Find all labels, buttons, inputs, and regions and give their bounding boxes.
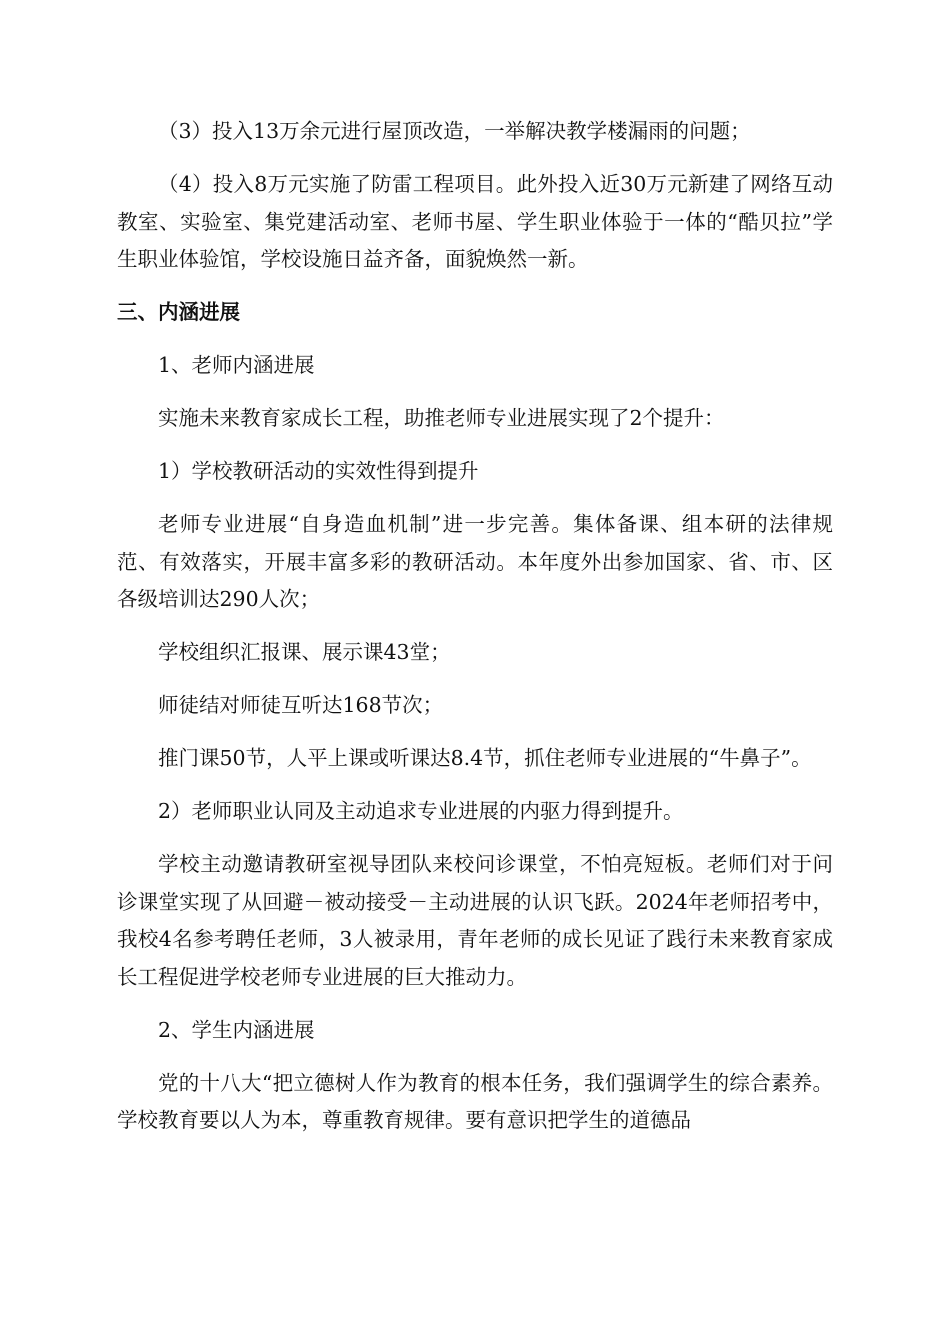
paragraph-open-door-lessons: 推门课50节，人平上课或听课达8.4节，抓住老师专业进展的“牛鼻子”。 [158,746,812,770]
subheading-research-effectiveness: 1）学校教研活动的实效性得到提升 [158,459,479,483]
paragraph-self-improvement-mechanism: 老师专业进展“自身造血机制”进一步完善。集体备课、组本研的法律规范、有效落实，开展丰富多彩的教研活动。本年度外出参加国家、省、市、区各级培训达290人次； [117,512,833,611]
document-body [117,113,833,1155]
section-heading-connotation-development: 三、内涵进展 [117,300,240,324]
paragraph-classroom-diagnosis: 学校主动邀请教研室视导团队来校问诊课堂，不怕亮短板。老师们对于问诊课堂实现了从回避－被动接受－主动进展的认识飞跃。2024年老师招考中，我校4名参考聘任老师，3人被录用，青年老师的成长见证了践行未来教育家成长工程促进学校老师专业进展的巨大推动力。 [117,852,833,989]
paragraph-roof-renovation: （3）投入13万余元进行屋顶改造，一举解决教学楼漏雨的问题； [158,119,751,143]
subheading-professional-motivation: 2）老师职业认同及主动追求专业进展的内驱力得到提升。 [158,799,684,823]
subheading-student-development: 2、学生内涵进展 [158,1017,315,1042]
paragraph-demonstration-lessons: 学校组织汇报课、展示课43堂； [158,640,451,664]
paragraph-lightning-project: （4）投入8万元实施了防雷工程项目。此外投入近30万元新建了网络互动教室、实验室、集党建活动室、老师书屋、学生职业体验于一体的“酷贝拉”学生职业体验馆，学校设施日益齐备，面貌焕然一新。 [117,172,833,271]
paragraph-future-educator-project: 实施未来教育家成长工程，助推老师专业进展实现了2个提升： [158,406,725,430]
paragraph-mentor-observation: 师徒结对师徒互听达168节次； [158,693,444,717]
subheading-teacher-development: 1、老师内涵进展 [158,353,315,377]
paragraph-moral-education: 党的十八大“把立德树人作为教育的根本任务，我们强调学生的综合素养。学校教育要以人为本，尊重教育规律。要有意识把学生的道德品 [117,1070,833,1132]
